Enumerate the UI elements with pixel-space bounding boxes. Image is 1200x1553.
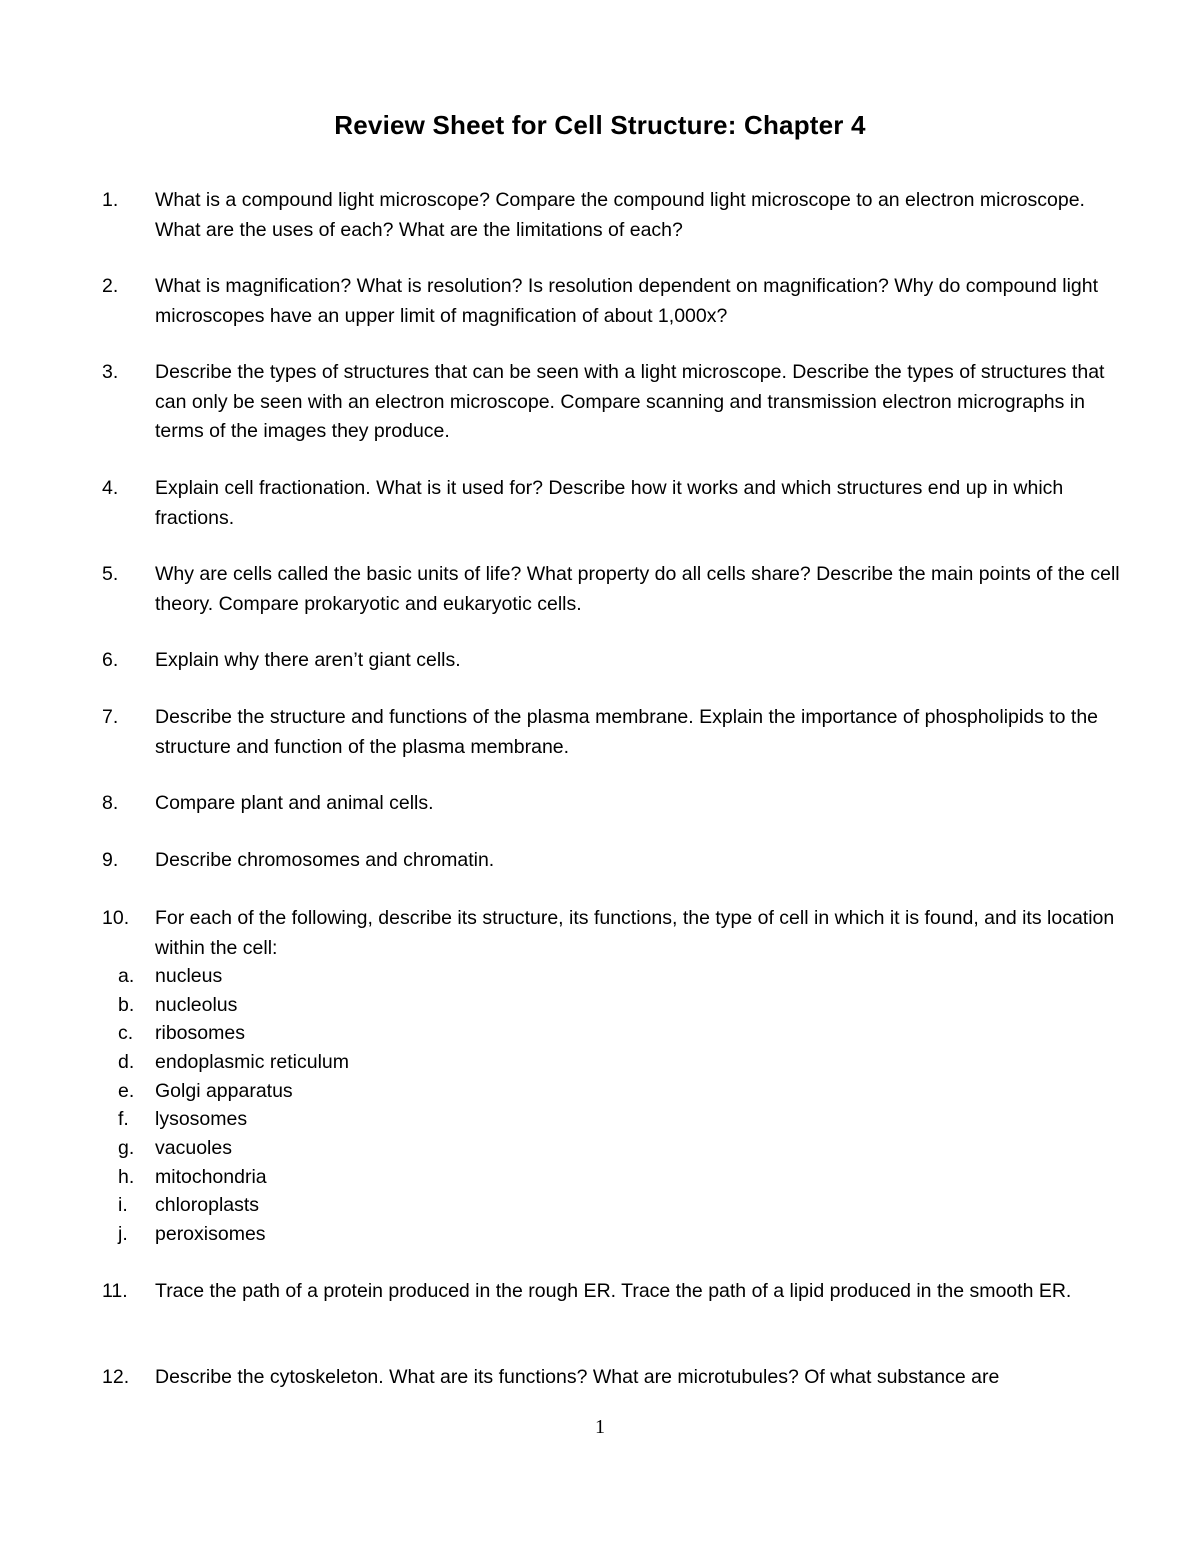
question-text: Trace the path of a protein produced in the rough ER. Trace the path of a lipid produced in the smooth ER. [155,1280,1072,1302]
question-7 [102,703,1132,762]
question-number: 2. [102,275,119,297]
sub-item-letter: g. [118,1137,135,1159]
sub-item-letter: e. [118,1080,135,1102]
question-1 [102,186,1132,245]
sub-item-text: endoplasmic reticulum [155,1051,350,1073]
sub-item-ribosomes [118,1019,245,1048]
sub-item-nucleus [118,962,222,991]
sub-item-letter: i. [118,1194,128,1216]
sub-item-text: mitochondria [155,1166,267,1188]
question-text: Explain cell fractionation. What is it used for? Describe how it works and which structures end up in which fractions. [155,477,1064,529]
question-number: 9. [102,849,119,871]
sub-item-text: Golgi apparatus [155,1080,293,1102]
sub-item-text: vacuoles [155,1137,232,1159]
sub-item-letter: d. [118,1051,135,1073]
sub-item-text: nucleolus [155,994,238,1016]
sub-item-nucleolus [118,991,237,1020]
sub-item-letter: f. [118,1108,129,1130]
sub-item-text: chloroplasts [155,1194,260,1216]
page-number: 1 [595,1416,605,1438]
question-text: Describe the types of structures that can be seen with a light microscope. Describe the types of structures that can only be seen with an electron microscope. Compare scanning and transmission electron micrographs in terms of the images they produce. [155,361,1105,442]
question-10 [102,904,1132,963]
question-number: 7. [102,706,119,728]
question-text: Describe the structure and functions of the plasma membrane. Explain the importance of phospholipids to the structure and function of the plasma membrane. [155,706,1099,758]
question-8 [102,789,1132,819]
question-number: 3. [102,361,119,383]
sub-item-peroxisomes [118,1220,266,1249]
question-text: Compare plant and animal cells. [155,792,434,814]
sub-item-text: nucleus [155,965,223,987]
question-number: 8. [102,792,119,814]
question-text: What is magnification? What is resolution? Is resolution dependent on magnification? Why do compound light microscopes have an upper limit of magnification of about 1,000x? [155,275,1099,327]
page-title: Review Sheet for Cell Structure: Chapter 4 [334,110,866,140]
sub-item-letter: c. [118,1022,134,1044]
sub-item-lysosomes [118,1105,247,1134]
question-text: For each of the following, describe its structure, its functions, the type of cell in which it is found, and its location within the cell: [155,907,1115,959]
question-number: 12. [102,1366,130,1388]
sub-item-mitochondria [118,1163,267,1192]
sub-item-text: ribosomes [155,1022,245,1044]
question-text: What is a compound light microscope? Compare the compound light microscope to an electron microscope. What are the uses of each? What are the limitations of each? [155,189,1085,241]
question-text: Describe chromosomes and chromatin. [155,849,495,871]
sub-item-text: lysosomes [155,1108,248,1130]
sub-item-letter: j. [118,1223,128,1245]
question-number: 4. [102,477,119,499]
sub-item-endoplasmic-reticulum [118,1048,349,1077]
question-number: 1. [102,189,119,211]
question-number: 5. [102,563,119,585]
question-3 [102,358,1132,447]
question-number: 6. [102,649,119,671]
question-number: 11. [102,1280,128,1302]
sub-item-golgi-apparatus [118,1077,293,1106]
question-text: Explain why there aren’t giant cells. [155,649,461,671]
question-text: Why are cells called the basic units of life? What property do all cells share? Describe the main points of the cell theory. Compare prokaryotic and eukaryotic cells. [155,563,1120,615]
question-9 [102,846,1132,876]
question-4 [102,474,1132,533]
sub-item-letter: h. [118,1166,135,1188]
question-6 [102,646,1132,676]
sub-item-chloroplasts [118,1191,259,1220]
question-12 [102,1363,1132,1393]
question-text: Describe the cytoskeleton. What are its functions? What are microtubules? Of what substance are [155,1366,1000,1388]
sub-item-letter: b. [118,994,135,1016]
sub-item-vacuoles [118,1134,232,1163]
sub-item-text: peroxisomes [155,1223,266,1245]
question-number: 10. [102,907,130,929]
question-5 [102,560,1132,619]
question-11 [102,1277,1132,1307]
question-2 [102,272,1132,331]
sub-item-letter: a. [118,965,135,987]
